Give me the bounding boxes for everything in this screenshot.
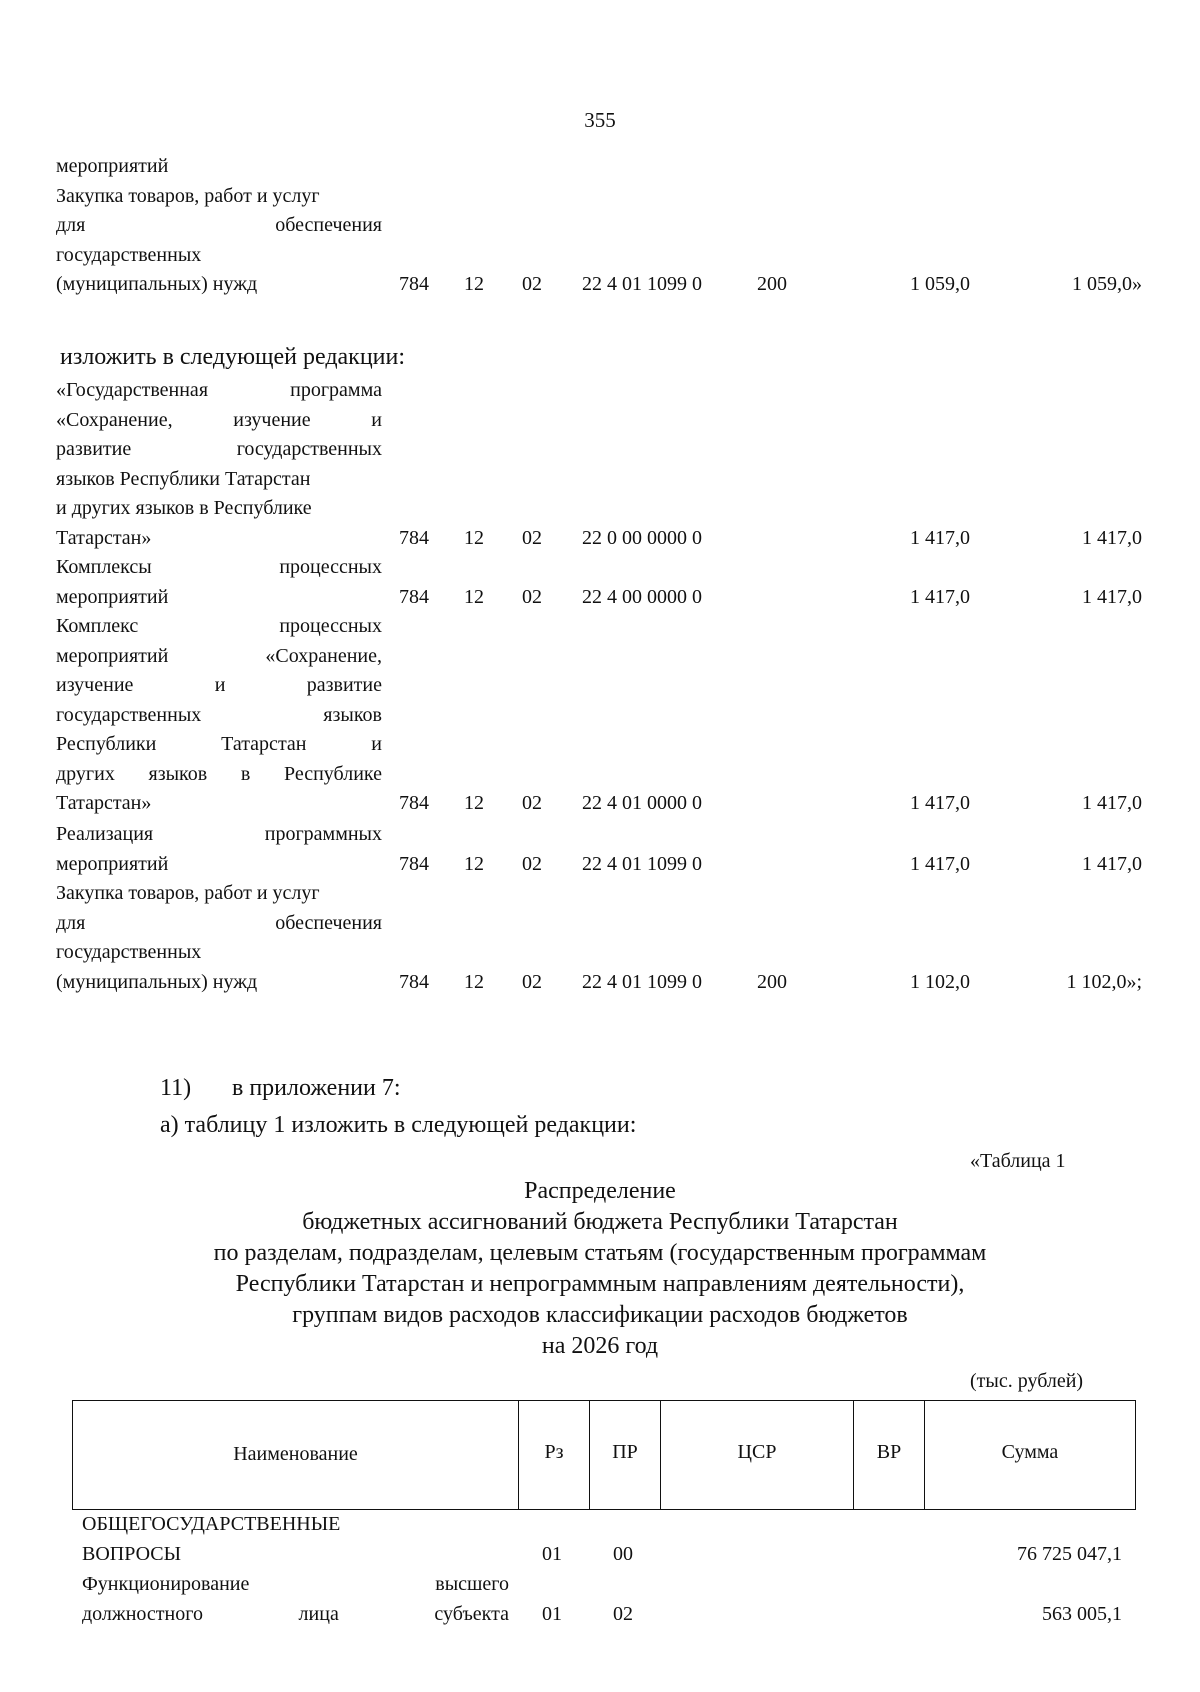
table-title-line: бюджетных ассигнований бюджета Республики Татарстан	[302, 1209, 898, 1235]
cell-rz: 01	[542, 1542, 562, 1565]
item-text: в приложении 7:	[232, 1075, 401, 1101]
cell-rz: 12	[464, 273, 484, 295]
row-name-line: мероприятий «Сохранение,	[56, 644, 382, 667]
row-name-line: государственных языков	[56, 703, 382, 726]
cell-csr: 22 4 01 0000 0	[582, 792, 702, 814]
row-name-line: Функционирование высшего	[82, 1573, 509, 1595]
table-label: «Таблица 1	[970, 1150, 1066, 1172]
row-name-line: мероприятий	[56, 585, 169, 608]
table-header	[72, 1400, 1136, 1510]
row-name-line: других языков в Республике	[56, 762, 382, 785]
cell-gr: 784	[399, 852, 429, 875]
cell-sum-1: 1 417,0	[910, 585, 970, 608]
cell-rz: 12	[464, 852, 484, 875]
row-name-line: ОБЩЕГОСУДАРСТВЕННЫЕ	[82, 1513, 341, 1535]
row-name-line: ВОПРОСЫ	[82, 1542, 182, 1565]
row-name-line: и других языков в Республике	[56, 497, 312, 519]
table-title-line: на 2026 год	[541, 1333, 659, 1359]
cell-csr: 22 4 01 1099 0	[582, 852, 702, 875]
row-name-line: государственных	[56, 243, 202, 266]
cell-gr: 784	[399, 792, 429, 814]
row-name-line: «Государственная программа	[56, 379, 382, 401]
row-name-line: мероприятий	[56, 155, 169, 177]
table-title-line: Распределение	[524, 1178, 676, 1204]
cell-rz: 12	[464, 792, 484, 814]
cell-vr: 200	[757, 970, 787, 993]
row-name-line: Республики Татарстан и	[56, 733, 382, 755]
cell-sum-2: 1 417,0	[1082, 852, 1142, 875]
row-name-line: (муниципальных) нужд	[56, 273, 258, 295]
cell-rz: 01	[542, 1602, 562, 1625]
cell-sum-1: 1 417,0	[910, 526, 970, 549]
row-name-line: Комплекс процессных	[56, 615, 382, 637]
item-subparagraph: а) таблицу 1 изложить в следующей редакции:	[160, 1112, 637, 1138]
cell-sum-2: 1 059,0»	[1072, 273, 1142, 295]
cell-rz: 12	[464, 585, 484, 608]
row-name	[56, 376, 382, 553]
table-title-line: группам видов расходов классификации расходов бюджетов	[292, 1302, 908, 1328]
row-name-line: развитие государственных	[56, 438, 382, 460]
row-name	[82, 1570, 509, 1629]
header-vr: ВР	[876, 1441, 902, 1463]
item-number: 11)	[160, 1075, 192, 1101]
row-name	[56, 553, 382, 612]
cell-gr: 784	[399, 273, 429, 295]
cell-csr: 22 4 00 0000 0	[582, 585, 702, 608]
cell-pr: 02	[522, 526, 542, 549]
cell-sum-1: 1 417,0	[910, 852, 970, 875]
row-name-line: государственных	[56, 941, 202, 963]
row-name-line: должностного лица субъекта	[82, 1602, 509, 1625]
row-name-line: Закупка товаров, работ и услуг	[56, 184, 320, 207]
cell-sum-2: 1 417,0	[1082, 526, 1142, 549]
header-rz: Рз	[544, 1441, 564, 1463]
table-title-line: по разделам, подразделам, целевым статьям (государственным программам	[213, 1240, 987, 1266]
table-title-line: Республики Татарстан и непрограммным направлениям деятельности),	[235, 1271, 965, 1297]
cell-gr: 784	[399, 585, 429, 608]
transition-text: изложить в следующей редакции:	[60, 344, 406, 370]
cell-csr: 22 4 01 1099 0	[582, 273, 702, 295]
row-name	[82, 1510, 509, 1569]
cell-rz: 12	[464, 526, 484, 549]
row-name	[56, 612, 382, 819]
cell-csr: 22 0 00 0000 0	[582, 526, 702, 549]
cell-sum: 76 725 047,1	[1017, 1542, 1122, 1565]
header-name: Наименование	[233, 1443, 358, 1465]
cell-sum-2: 1 417,0	[1082, 585, 1142, 608]
cell-sum: 563 005,1	[1042, 1602, 1122, 1625]
row-name-line: Комплексы процессных	[56, 556, 382, 578]
row-name-line: для обеспечения	[56, 911, 382, 934]
cell-rz: 12	[464, 970, 484, 993]
cell-pr: 02	[522, 852, 542, 875]
row-name-line: изучение и развитие	[56, 674, 382, 696]
cell-pr: 02	[522, 585, 542, 608]
cell-sum-1: 1 059,0	[910, 273, 970, 295]
cell-gr: 784	[399, 526, 429, 549]
row-name-line: (муниципальных) нужд	[56, 970, 258, 993]
cell-vr: 200	[757, 273, 787, 295]
cell-pr: 02	[522, 970, 542, 993]
units-note: (тыс. рублей)	[970, 1370, 1084, 1392]
row-name	[56, 152, 382, 300]
cell-pr: 00	[613, 1542, 633, 1565]
row-name-line: мероприятий	[56, 852, 169, 875]
row-name-line: Татарстан»	[56, 526, 152, 549]
row-name-line: Закупка товаров, работ и услуг	[56, 882, 320, 904]
row-name	[56, 879, 382, 997]
row-name-line: Татарстан»	[56, 792, 152, 814]
cell-pr: 02	[613, 1602, 633, 1625]
cell-pr: 02	[522, 792, 542, 814]
header-csr: ЦСР	[737, 1441, 777, 1463]
row-name	[56, 820, 382, 879]
cell-sum-1: 1 417,0	[910, 792, 970, 814]
cell-gr: 784	[399, 970, 429, 993]
cell-sum-2: 1 417,0	[1082, 792, 1142, 814]
cell-pr: 02	[522, 273, 542, 295]
cell-csr: 22 4 01 1099 0	[582, 970, 702, 993]
row-name-line: «Сохранение, изучение и	[56, 408, 382, 431]
row-name-line: языков Республики Татарстан	[56, 467, 311, 490]
row-name-line: для обеспечения	[56, 214, 382, 236]
header-pr: ПР	[612, 1441, 638, 1463]
cell-sum-2: 1 102,0»;	[1066, 970, 1142, 993]
row-name-line: Реализация программных	[56, 823, 382, 845]
cell-sum-1: 1 102,0	[910, 970, 970, 993]
page-number: 355	[584, 108, 616, 132]
header-sum: Сумма	[1001, 1441, 1059, 1463]
